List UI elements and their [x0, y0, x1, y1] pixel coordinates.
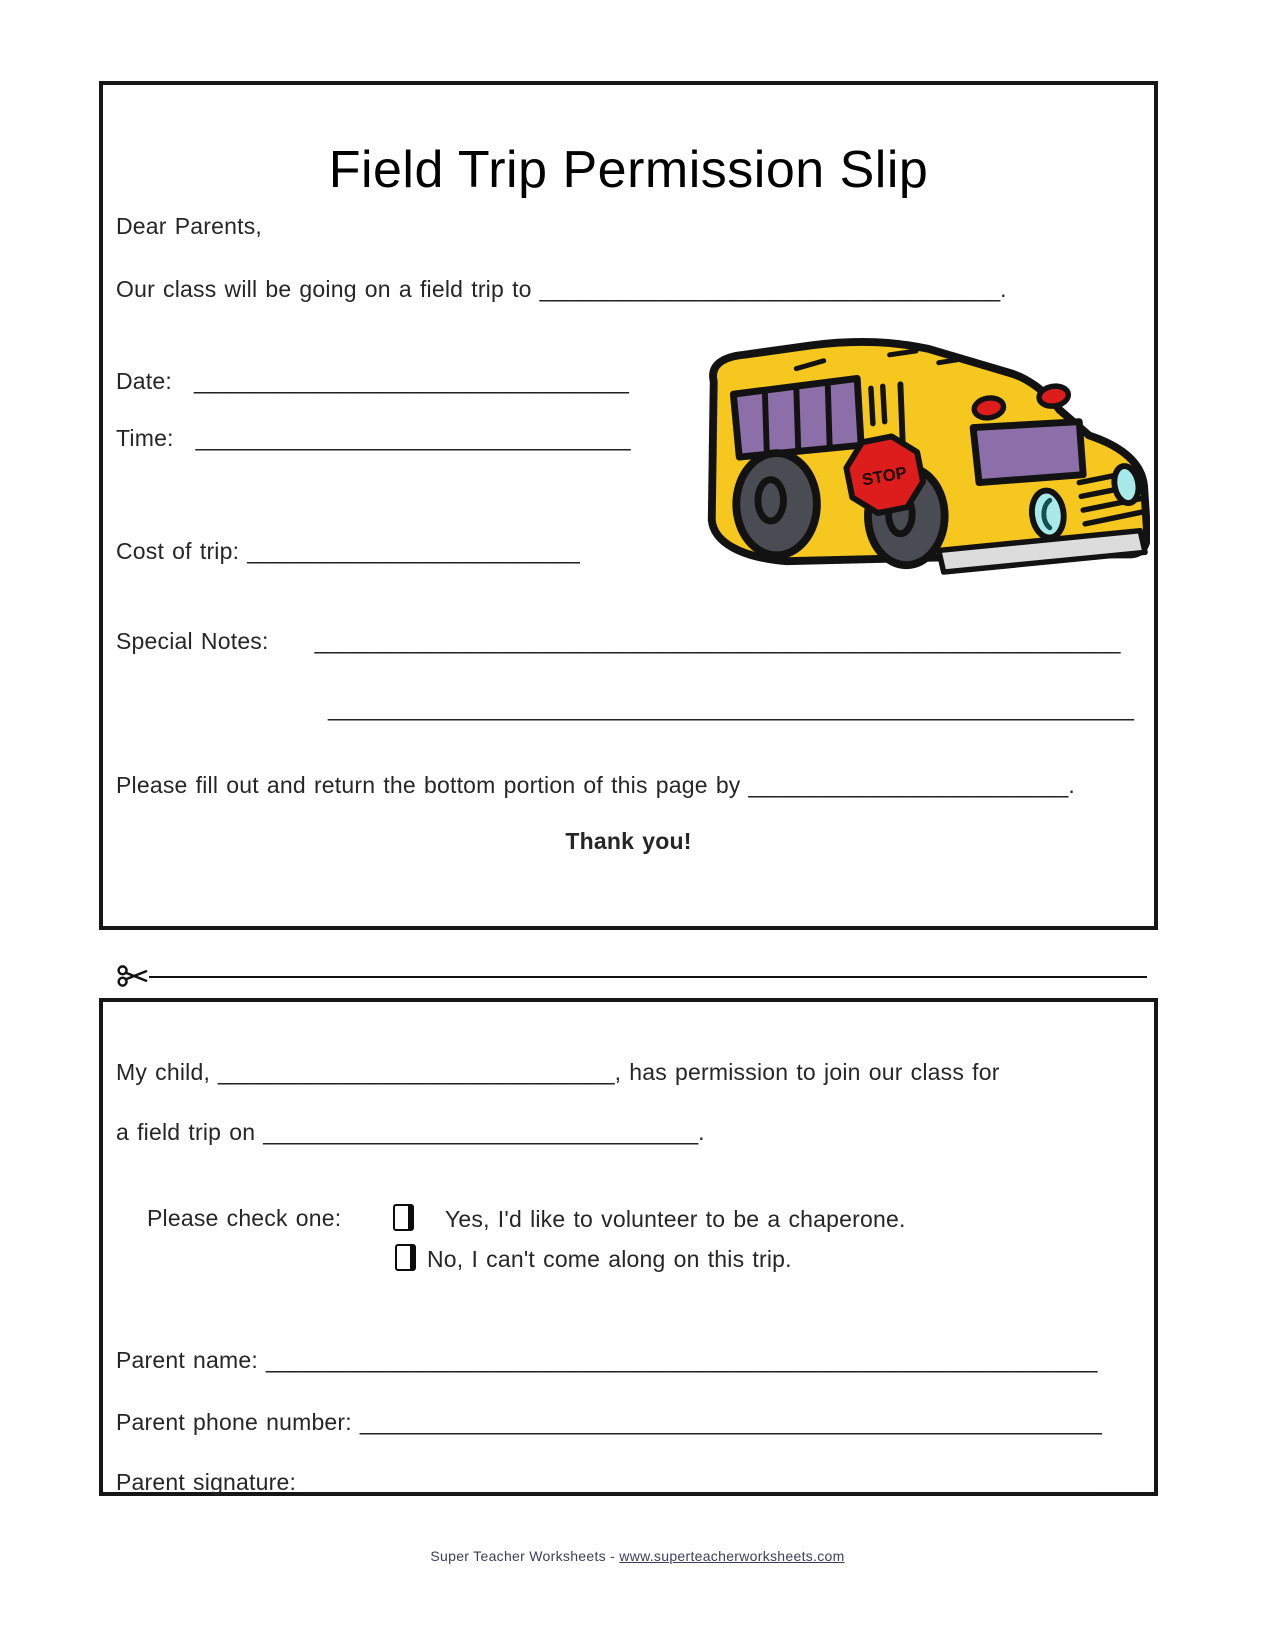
- salutation: Dear Parents,: [116, 213, 262, 239]
- special-notes-row: [116, 627, 1148, 656]
- footer-credit: Super Teacher Worksheets -: [430, 1548, 620, 1564]
- destination-blank[interactable]: ____________________________________: [539, 276, 1001, 302]
- thank-you-text: Thank you!: [565, 828, 692, 854]
- parent-phone-row: [116, 1408, 1148, 1437]
- cut-here-divider: [116, 961, 1147, 991]
- check-prompt: Please check one:: [147, 1205, 342, 1231]
- parent-signature-blank[interactable]: ______________________________________________________________: [304, 1469, 1098, 1495]
- cost-label: Cost of trip:: [116, 538, 240, 564]
- special-notes-row-2: [328, 694, 1148, 723]
- no-checkbox[interactable]: [395, 1244, 416, 1271]
- parent-phone-label: Parent phone number:: [116, 1409, 352, 1435]
- yes-checkbox[interactable]: [393, 1204, 414, 1231]
- no-option-label: No, I can't come along on this trip.: [427, 1246, 792, 1272]
- notice-section: [99, 81, 1158, 930]
- return-line: Please fill out and return the bottom portion of this page by _________________________.: [116, 772, 1075, 798]
- child-line-prefix: My child,: [116, 1059, 211, 1085]
- time-label: Time:: [116, 425, 174, 451]
- child-line: [116, 1058, 1148, 1087]
- trip-line-prefix: a field trip on: [116, 1119, 256, 1145]
- bus-rear-wheel: [736, 453, 817, 555]
- cut-line: [149, 976, 1147, 978]
- footer: [0, 1548, 1275, 1564]
- date-label: Date:: [116, 368, 172, 394]
- parent-phone-blank[interactable]: __________________________________________________________: [359, 1409, 1102, 1435]
- child-name-blank[interactable]: _______________________________: [218, 1059, 615, 1085]
- return-date-blank[interactable]: _________________________: [748, 772, 1069, 798]
- school-bus-image: [698, 337, 1150, 583]
- trip-date-blank[interactable]: __________________________________: [263, 1119, 699, 1145]
- intro-line: Our class will be going on a field trip to ____________________________________.: [116, 276, 1007, 302]
- reply-section: [99, 998, 1158, 1496]
- parent-name-blank[interactable]: _________________________________________________________________: [265, 1347, 1098, 1373]
- parent-name-row: [116, 1346, 1148, 1375]
- page-title: Field Trip Permission Slip: [328, 140, 929, 199]
- bus-marker-light-left: [973, 396, 1005, 420]
- time-blank[interactable]: __________________________________: [195, 425, 631, 451]
- date-blank[interactable]: __________________________________: [193, 368, 629, 394]
- special-notes-label: Special Notes:: [116, 628, 269, 654]
- cost-blank[interactable]: __________________________: [247, 538, 580, 564]
- return-text: Please fill out and return the bottom portion of this page by: [116, 772, 741, 798]
- scissors-icon: [116, 961, 148, 991]
- bus-windshield: [973, 422, 1083, 483]
- special-notes-blank-2[interactable]: _______________________________________________________________: [328, 695, 1134, 721]
- bus-marker-light-right: [1038, 384, 1070, 408]
- footer-link[interactable]: www.superteacherworksheets.com: [619, 1548, 845, 1564]
- special-notes-blank-1[interactable]: _______________________________________________________________: [314, 628, 1121, 654]
- yes-option-label: Yes, I'd like to volunteer to be a chaperone.: [445, 1206, 906, 1232]
- parent-signature-label: Parent signature:: [116, 1469, 297, 1495]
- parent-signature-row: [116, 1468, 1148, 1497]
- child-line-suffix: , has permission to join our class for: [614, 1059, 1000, 1085]
- intro-text: Our class will be going on a field trip to: [116, 276, 532, 302]
- trip-date-line: a field trip on __________________________________.: [116, 1119, 705, 1145]
- bus-stop-sign-text: STOP: [860, 462, 909, 490]
- parent-name-label: Parent name:: [116, 1347, 258, 1373]
